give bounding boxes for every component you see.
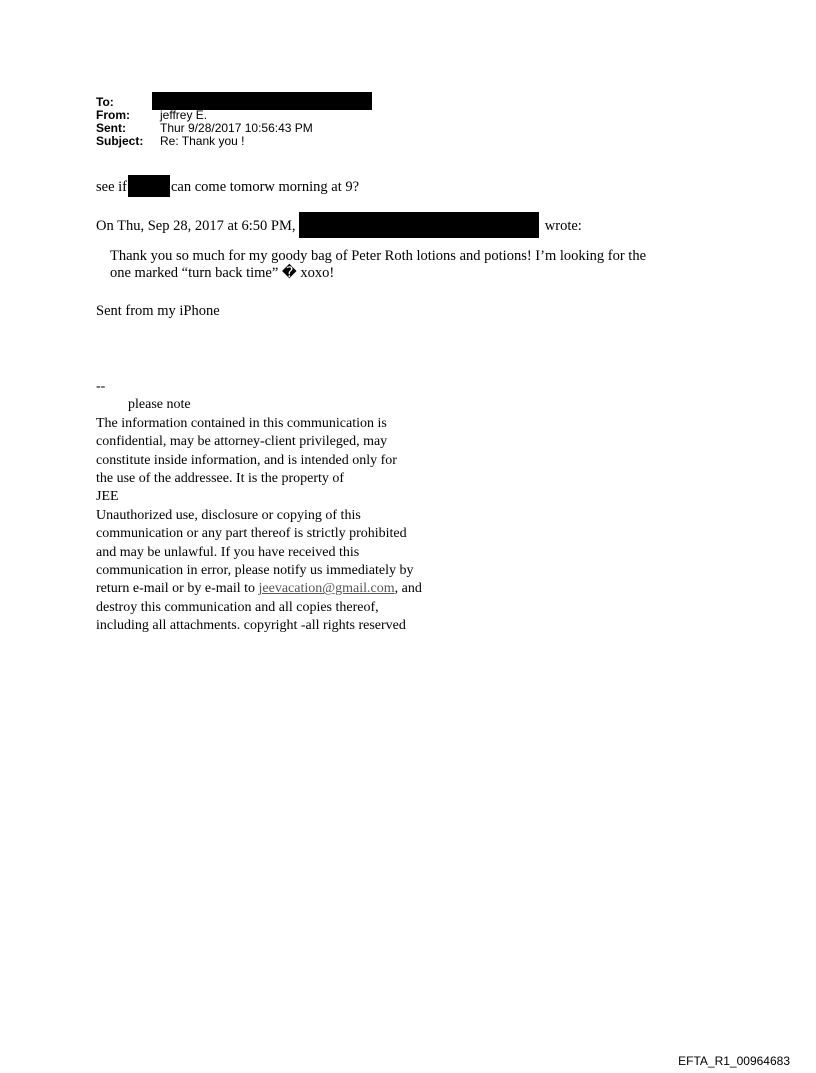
quote-line: Thank you so much for my goody bag of Peter Roth lotions and potions! I’m looking for the	[110, 248, 647, 264]
email-text-pre: return e-mail or by e-mail to	[96, 581, 259, 597]
disclaimer-line: the use of the addressee. It is the property of	[96, 471, 345, 487]
note-heading: please note	[128, 397, 191, 413]
email-text-post: , and	[394, 581, 422, 597]
subject-label: Subject:	[96, 134, 144, 148]
disclaimer-line: including all attachments. copyright -all rights reserved	[96, 618, 406, 634]
to-row	[96, 96, 372, 109]
reply-text-post: wrote:	[544, 218, 582, 234]
reply-text-pre: On Thu, Sep 28, 2017 at 6:50 PM,	[96, 218, 296, 234]
quote-line: one marked “turn back time” � xoxo!	[110, 265, 335, 281]
from-value: jeffrey E.	[160, 108, 208, 122]
disclaimer-line	[96, 580, 422, 598]
disclaimer-line: destroy this communication and all copies thereof,	[96, 599, 379, 615]
email-link[interactable]: jeevacation@gmail.com	[258, 581, 395, 597]
quoted-message	[110, 248, 750, 282]
message-text-pre: see if	[96, 179, 127, 195]
disclaimer	[96, 378, 422, 636]
to-label: To:	[96, 95, 114, 109]
disclaimer-line: The information contained in this communication is	[96, 415, 387, 431]
disclaimer-line: and may be unlawful. If you have received this	[96, 544, 360, 560]
redaction-box	[128, 175, 170, 197]
sent-label: Sent:	[96, 121, 126, 135]
message-text-post: can come tomorw morning at 9?	[171, 179, 360, 195]
subject-row	[96, 135, 372, 148]
disclaimer-line: communication or any part thereof is strictly prohibited	[96, 526, 407, 542]
disclaimer-line: JEE	[96, 489, 119, 505]
signature: Sent from my iPhone	[96, 303, 220, 319]
disclaimer-line: constitute inside information, and is intended only for	[96, 452, 397, 468]
from-label: From:	[96, 108, 130, 122]
disclaimer-line: Unauthorized use, disclosure or copying of this	[96, 507, 361, 523]
disclaimer-line: confidential, may be attorney-client privileged, may	[96, 434, 388, 450]
document-id-stamp: EFTA_R1_00964683	[678, 1054, 790, 1068]
separator: --	[96, 379, 106, 394]
message-line	[96, 175, 359, 197]
disclaimer-line: communication in error, please notify us immediately by	[96, 563, 414, 579]
reply-attribution	[96, 212, 582, 238]
email-header	[96, 96, 372, 148]
sent-value: Thur 9/28/2017 10:56:43 PM	[160, 121, 313, 135]
redaction-box	[299, 212, 539, 238]
subject-value: Re: Thank you !	[160, 134, 245, 148]
